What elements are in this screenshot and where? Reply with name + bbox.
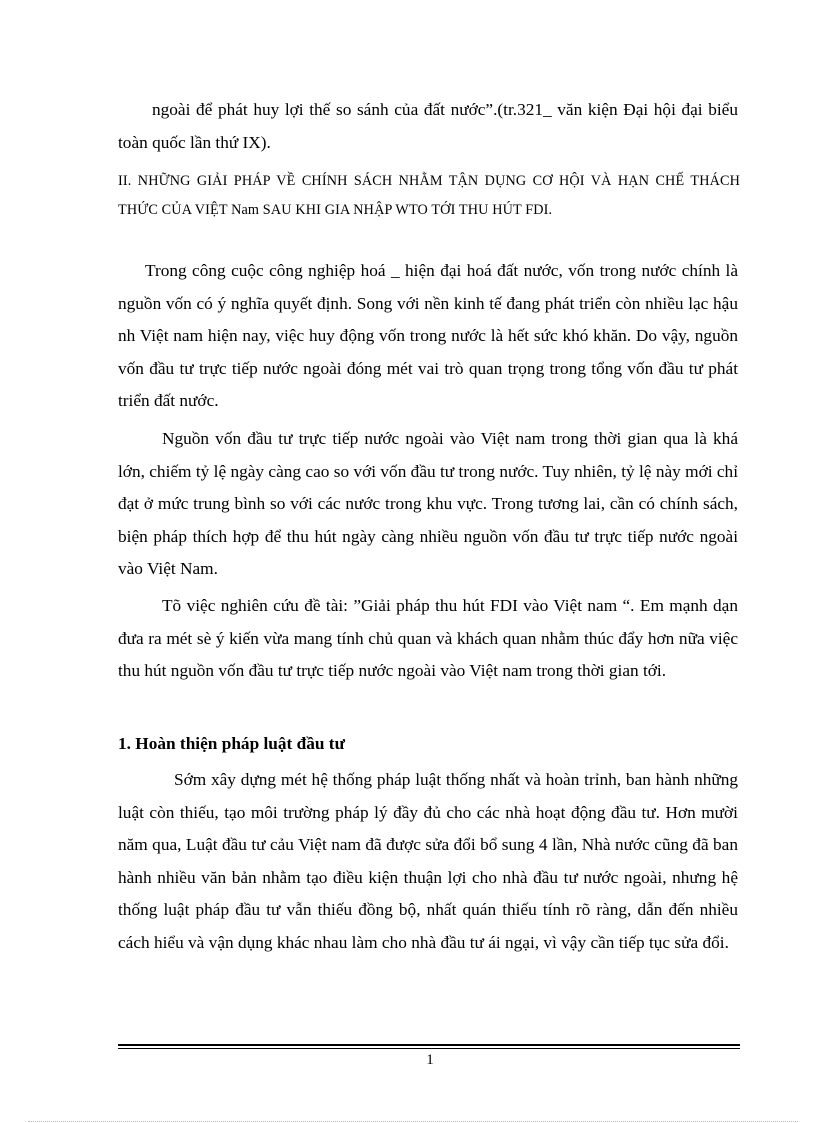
paragraph-4: Sớm xây dựng mét hệ thống pháp luật thống nhất và hoàn trỉnh, ban hành những luật còn thiếu, tạo môi trường pháp lý đầy đủ cho các nhà hoạt động đầu tư. Hơn mười năm qua, Luật đầu tư cảu Việt nam đã được sửa đổi bổ sung 4 lần, Nhà nước cũng đã ban hành nhiều văn bản nhằm tạo điều kiện thuận lợi cho nhà đầu tư nước ngoài, nhưng hệ thống luật pháp đầu tư vẫn thiếu đồng bộ, nhất quán thiếu tính rõ ràng, dẫn đến nhiều cách hiểu và vận dụng khác nhau làm cho nhà đầu tư ái ngại, vì vậy cần tiếp tục sửa đổi. bbox=[118, 770, 738, 952]
subheading-legal-framework: 1. Hoàn thiện pháp luật đầu tư bbox=[118, 734, 345, 753]
footer-rule bbox=[118, 1044, 740, 1046]
paragraph-2: Nguồn vốn đầu tư trực tiếp nước ngoài vào Việt nam trong thời gian qua là khá lớn, chiếm tỷ lệ ngày càng cao so với vốn đầu tư trong nước. Tuy nhiên, tỷ lệ này mới chỉ đạt ở mức trung bình so với các nước trong khu vực. Trong tương lai, cần có chính sách, biện pháp thích hợp để thu hút ngày càng nhiều nguồn vốn đầu tư trực tiếp nước ngoài vào Việt Nam. bbox=[118, 429, 738, 578]
page-number: 1 bbox=[426, 1052, 434, 1068]
paragraph-1: Trong công cuộc công nghiệp hoá _ hiện đại hoá đất nước, vốn trong nước chính là nguồn vốn có ý nghĩa quyết định. Song với nền kinh tế đang phát triển còn nhiều lạc hậu nh Việt nam hiện nay, việc huy động vốn trong nước là hết sức khó khăn. Do vậy, nguồn vốn đầu tư trực tiếp nước ngoài đóng mét vai trò quan trọng trong tổng vốn đầu tư phát triển đất nước. bbox=[118, 261, 738, 410]
page-edge-divider bbox=[28, 1121, 798, 1122]
paragraph-continuation: ngoài để phát huy lợi thế so sánh của đất nước”.(tr.321_ văn kiện Đại hội đại biểu toàn quốc lần thứ IX). bbox=[118, 100, 738, 152]
footer-rule-secondary bbox=[118, 1048, 740, 1049]
paragraph-3: Tõ việc nghiên cứu đề tài: ”Giải pháp thu hút FDI vào Việt nam “. Em mạnh dạn đưa ra mét sè ý kiến vừa mang tính chủ quan và khách quan nhằm thúc đẩy hơn nữa việc thu hút nguồn vốn đầu tư trực tiếp nước ngoài vào Việt nam trong thời gian tới. bbox=[118, 596, 738, 680]
section-heading: II. NHỮNG GIẢI PHÁP VỀ CHÍNH SÁCH NHẰM TẬN DỤNG CƠ HỘI VÀ HẠN CHẾ THÁCH THỨC CỦA VIỆT Nam SAU KHI GIA NHẬP WTO TỚI THU HÚT FDI. bbox=[118, 173, 740, 218]
